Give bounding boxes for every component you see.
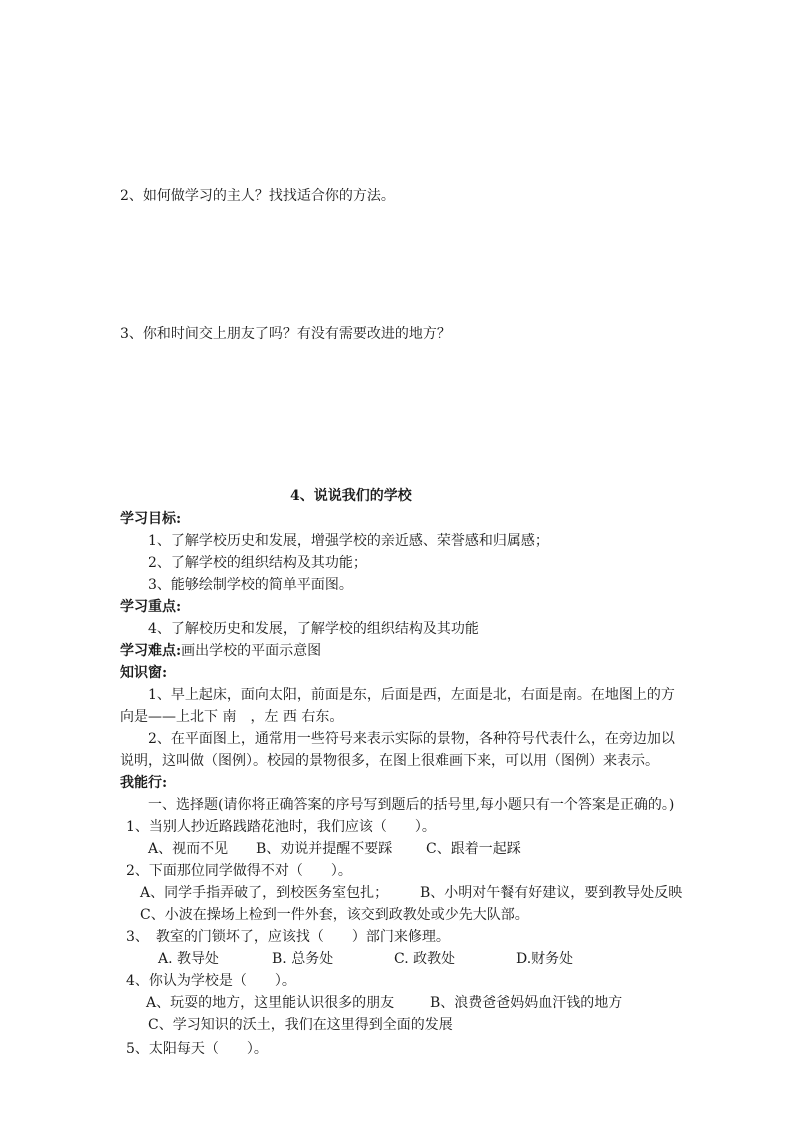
question-2: 2、如何做学习的主人？找找适合你的方法。 [120, 188, 395, 204]
objective-item: 3、能够绘制学校的简单平面图。 [148, 577, 353, 593]
mc-question-stem: 4、你认为学校是（ ）。 [126, 973, 296, 989]
mc-option: A、玩耍的地方，这里能认识很多的朋友 [146, 995, 395, 1011]
mc-option: C. 政教处 [394, 951, 456, 967]
mc-option: C、学习知识的沃土，我们在这里得到全面的发展 [148, 1017, 453, 1033]
mc-option: B、小明对午餐有好建议，要到教导处反映 [420, 885, 683, 901]
mc-option: A、同学手指弄破了，到校医务室包扎； [140, 885, 389, 901]
mc-question-stem: 3、 教室的门锁坏了，应该找（ ）部门来修理。 [126, 929, 450, 945]
key-points-text: 4、了解校历史和发展，了解学校的组织结构及其功能 [148, 621, 479, 637]
answer-space-3 [120, 350, 680, 470]
objective-item: 1、了解学校历史和发展，增强学校的亲近感、荣誉感和归属感； [148, 533, 549, 549]
knowledge-line: 1、早上起床，面向太阳，前面是东，后面是西，左面是北，右面是南。在地图上的方 [148, 687, 675, 703]
knowledge-line: 说明，这叫做（图例）。校园的景物很多，在图上很难画下来，可以用（图例）来表示。 [120, 753, 659, 769]
mc-question-stem: 1、当别人抄近路践踏花池时，我们应该（ ）。 [126, 819, 436, 835]
difficulty-row [120, 642, 321, 660]
objective-item: 2、了解学校的组织结构及其功能； [148, 555, 367, 571]
knowledge-line: 向是——上北下 南 ，左 西 右东。 [120, 709, 344, 725]
difficulty-heading: 学习难点: [120, 643, 182, 659]
mc-question-stem: 5、太阳每天（ ）。 [126, 1041, 268, 1057]
mc-option: B. 总务处 [272, 951, 334, 967]
knowledge-line: 2、在平面图上，通常用一些符号来表示实际的景物，各种符号代表什么，在旁边加以 [148, 731, 675, 747]
mc-option: D.财务处 [516, 951, 574, 967]
mc-question-stem: 2、下面那位同学做得不对（ ）。 [126, 863, 352, 879]
practice-heading: 我能行: [120, 775, 168, 791]
answer-space-2 [120, 210, 680, 320]
practice-intro: 一、选择题(请你将正确答案的序号写到题后的括号里,每小题只有一个答案是正确的。) [148, 797, 675, 813]
lesson-title: 4、说说我们的学校 [290, 488, 412, 504]
mc-option: A. 教导处 [158, 951, 220, 967]
mc-option: B、浪费爸爸妈妈血汗钱的地方 [430, 995, 623, 1011]
objectives-heading: 学习目标: [120, 511, 182, 527]
mc-option: C、小波在操场上检到一件外套，该交到政教处或少先大队部。 [140, 907, 529, 923]
mc-option: C、跟着一起踩 [426, 841, 521, 857]
knowledge-heading: 知识窗: [120, 665, 168, 681]
question-3: 3、你和时间交上朋友了吗？有没有需要改进的地方？ [120, 326, 451, 342]
mc-option: A、视而不见 [148, 841, 229, 857]
key-points-heading: 学习重点: [120, 599, 182, 615]
mc-option: B、劝说并提醒不要踩 [256, 841, 393, 857]
difficulty-text: 画出学校的平面示意图 [181, 643, 322, 659]
